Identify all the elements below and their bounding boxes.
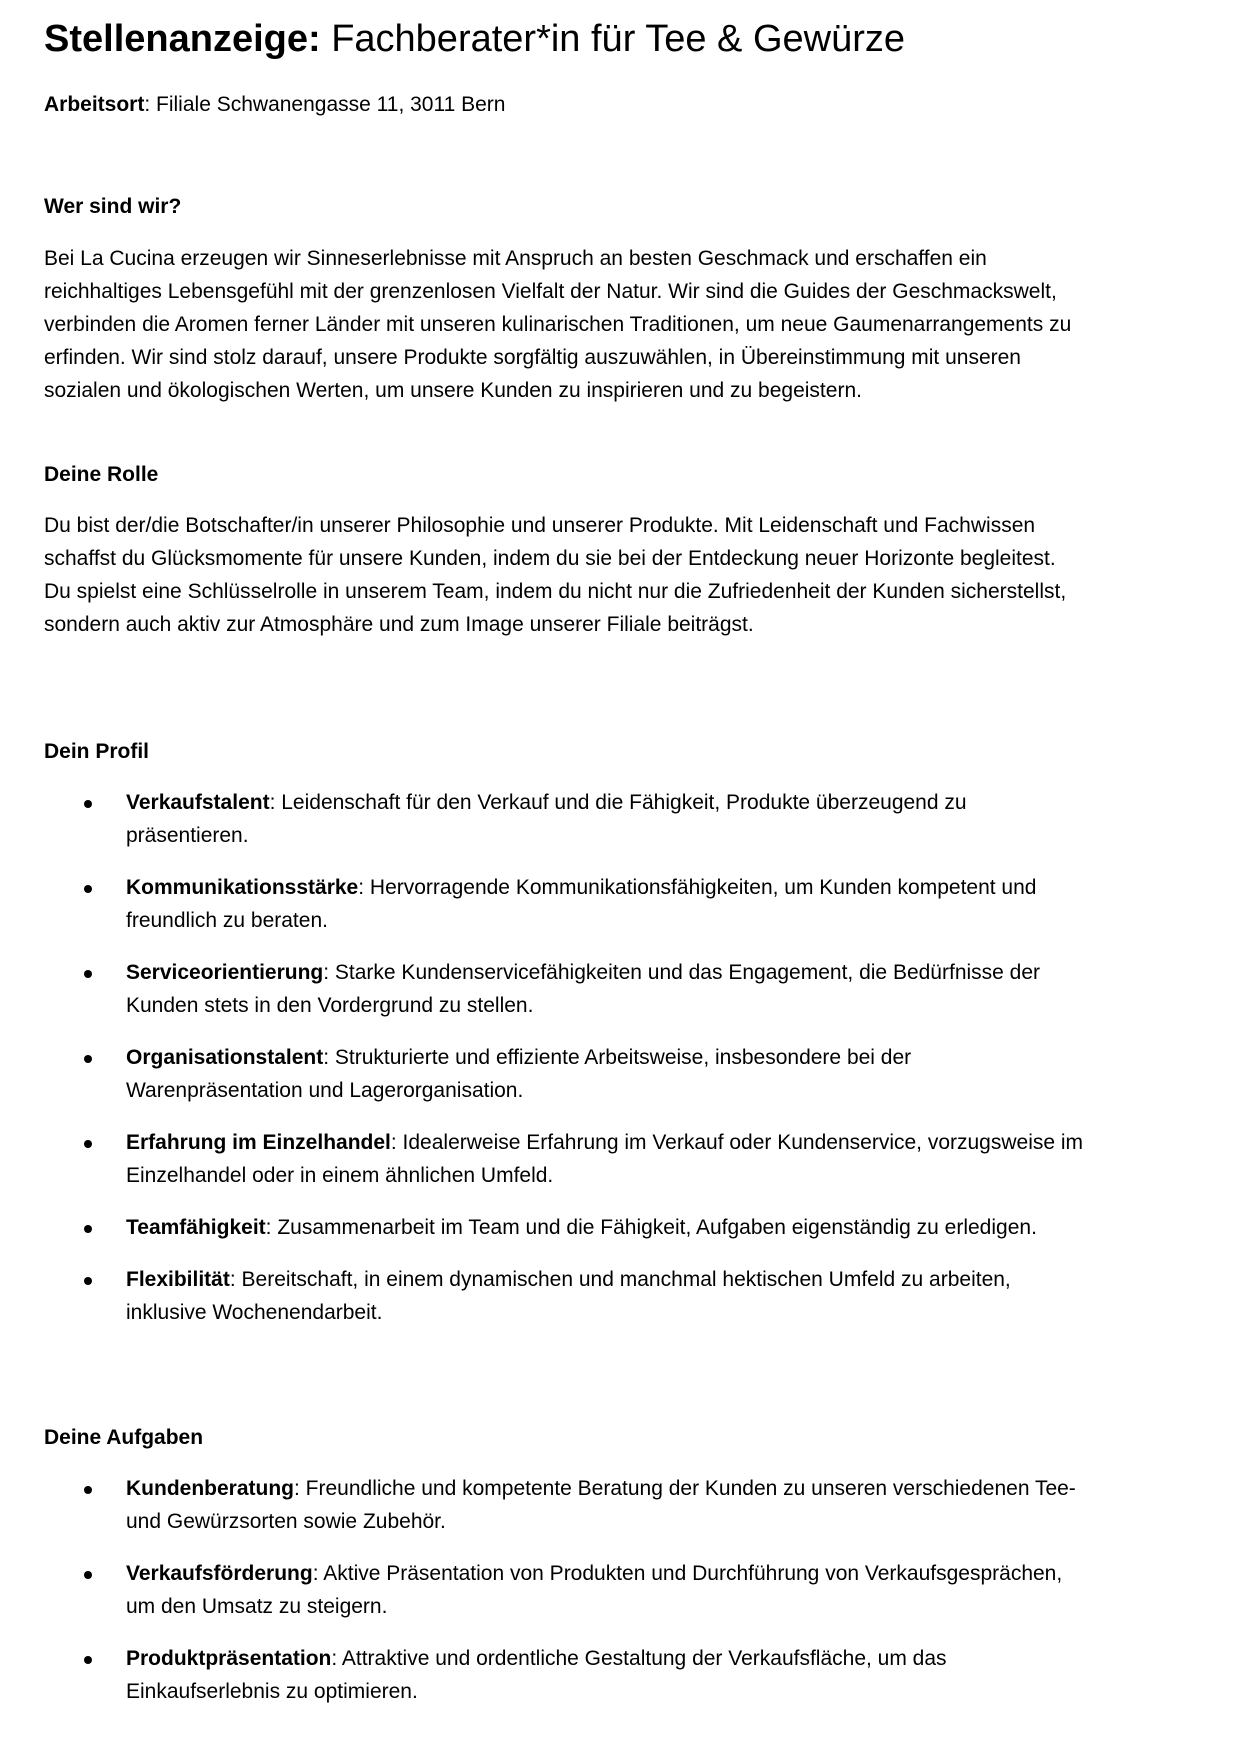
list-item	[44, 871, 1084, 937]
list-item-term: Verkaufstalent	[126, 791, 270, 814]
bullet-icon	[84, 1055, 92, 1063]
list-item-text: : Attraktive und ordentliche Gestaltung der Verkaufsfläche, um das Einkaufserlebnis zu optimieren.	[126, 1647, 947, 1703]
bullet-icon	[84, 1277, 92, 1285]
list-item	[44, 1472, 1084, 1538]
list-item	[44, 1211, 1084, 1244]
paragraph-who: Bei La Cucina erzeugen wir Sinneserlebnisse mit Anspruch an besten Geschmack und erschaffen ein reichhaltiges Lebensgefühl mit der grenzenlosen Vielfalt der Natur. Wir sind die Guides der Geschmackswelt, verbinden die Aromen ferner Länder mit unseren kulinarischen Traditionen, um neue Gaumenarrangements zu erfinden. Wir sind stolz darauf, unsere Produkte sorgfältig auszuwählen, in Übereinstimmung mit unseren sozialen und ökologischen Werten, um unsere Kunden zu inspirieren und zu begeistern.	[44, 247, 1072, 402]
bullet-icon	[84, 885, 92, 893]
list-item-text: : Freundliche und kompetente Beratung der Kunden zu unseren verschiedenen Tee- und Gewürzsorten sowie Zubehör.	[126, 1477, 1076, 1533]
bullet-icon	[84, 970, 92, 978]
list-item-text: : Zusammenarbeit im Team und die Fähigkeit, Aufgaben eigenständig zu erledigen.	[265, 1216, 1037, 1239]
title-label: Stellenanzeige:	[44, 18, 321, 60]
section-heading-tasks: Deine Aufgaben	[44, 1426, 204, 1449]
location-label: Arbeitsort	[44, 93, 145, 116]
title-job: Fachberater*in für Tee & Gewürze	[320, 18, 906, 60]
list-item-text: : Leidenschaft für den Verkauf und die Fähigkeit, Produkte überzeugend zu präsentieren.	[126, 791, 967, 847]
list-item-term: Teamfähigkeit	[126, 1216, 266, 1239]
list-item-term: Serviceorientierung	[126, 961, 324, 984]
paragraph-role: Du bist der/die Botschafter/in unserer Philosophie und unserer Produkte. Mit Leidenschaft und Fachwissen schaffst du Glücksmomente für unsere Kunden, indem du sie bei der Entdeckung neuer Horizonte begleitest. Du spielst eine Schlüsselrolle in unserem Team, indem du nicht nur die Zufriedenheit der Kunden sicherstellst, sondern auch aktiv zur Atmosphäre und zum Image unserer Filiale beiträgst.	[44, 514, 1067, 636]
bullet-icon	[84, 1571, 92, 1579]
list-item-term: Erfahrung im Einzelhandel	[126, 1131, 391, 1154]
profile-list	[44, 786, 1084, 1348]
list-item-text: : Bereitschaft, in einem dynamischen und manchmal hektischen Umfeld zu arbeiten, inklusive Wochenendarbeit.	[126, 1268, 1011, 1324]
list-item-text: : Idealerweise Erfahrung im Verkauf oder Kundenservice, vorzugsweise im Einzelhandel oder in einem ähnlichen Umfeld.	[126, 1131, 1084, 1187]
list-item-term: Kundenberatung	[126, 1477, 294, 1500]
list-item	[44, 786, 1084, 852]
bullet-icon	[84, 1656, 92, 1664]
list-item-text: : Aktive Präsentation von Produkten und Durchführung von Verkaufsgesprächen, um den Umsatz zu steigern.	[126, 1562, 1063, 1618]
list-item	[44, 1263, 1084, 1329]
bullet-icon	[84, 1140, 92, 1148]
page-title	[44, 14, 905, 64]
list-item	[44, 1041, 1084, 1107]
list-item-text: : Starke Kundenservicefähigkeiten und das Engagement, die Bedürfnisse der Kunden stets in den Vordergrund zu stellen.	[126, 961, 1041, 1017]
list-item-text: : Hervorragende Kommunikationsfähigkeiten, um Kunden kompetent und freundlich zu beraten.	[126, 876, 1037, 932]
work-location	[44, 90, 505, 120]
section-heading-who: Wer sind wir?	[44, 195, 182, 218]
list-item-term: Organisationstalent	[126, 1046, 324, 1069]
bullet-icon	[84, 800, 92, 808]
list-item	[44, 1642, 1084, 1708]
list-item-term: Verkaufsförderung	[126, 1562, 313, 1585]
section-heading-profile: Dein Profil	[44, 740, 150, 763]
list-item	[44, 1126, 1084, 1192]
bullet-icon	[84, 1486, 92, 1494]
section-heading-role: Deine Rolle	[44, 463, 159, 486]
list-item-term: Kommunikationsstärke	[126, 876, 359, 899]
list-item-text: : Strukturierte und effiziente Arbeitsweise, insbesondere bei der Warenpräsentation und Lagerorganisation.	[126, 1046, 912, 1102]
list-item	[44, 1557, 1084, 1623]
list-item	[44, 956, 1084, 1022]
list-item-term: Flexibilität	[126, 1268, 230, 1291]
tasks-list	[44, 1472, 1084, 1727]
list-item-term: Produktpräsentation	[126, 1647, 332, 1670]
location-value: : Filiale Schwanengasse 11, 3011 Bern	[144, 93, 506, 116]
bullet-icon	[84, 1225, 92, 1233]
